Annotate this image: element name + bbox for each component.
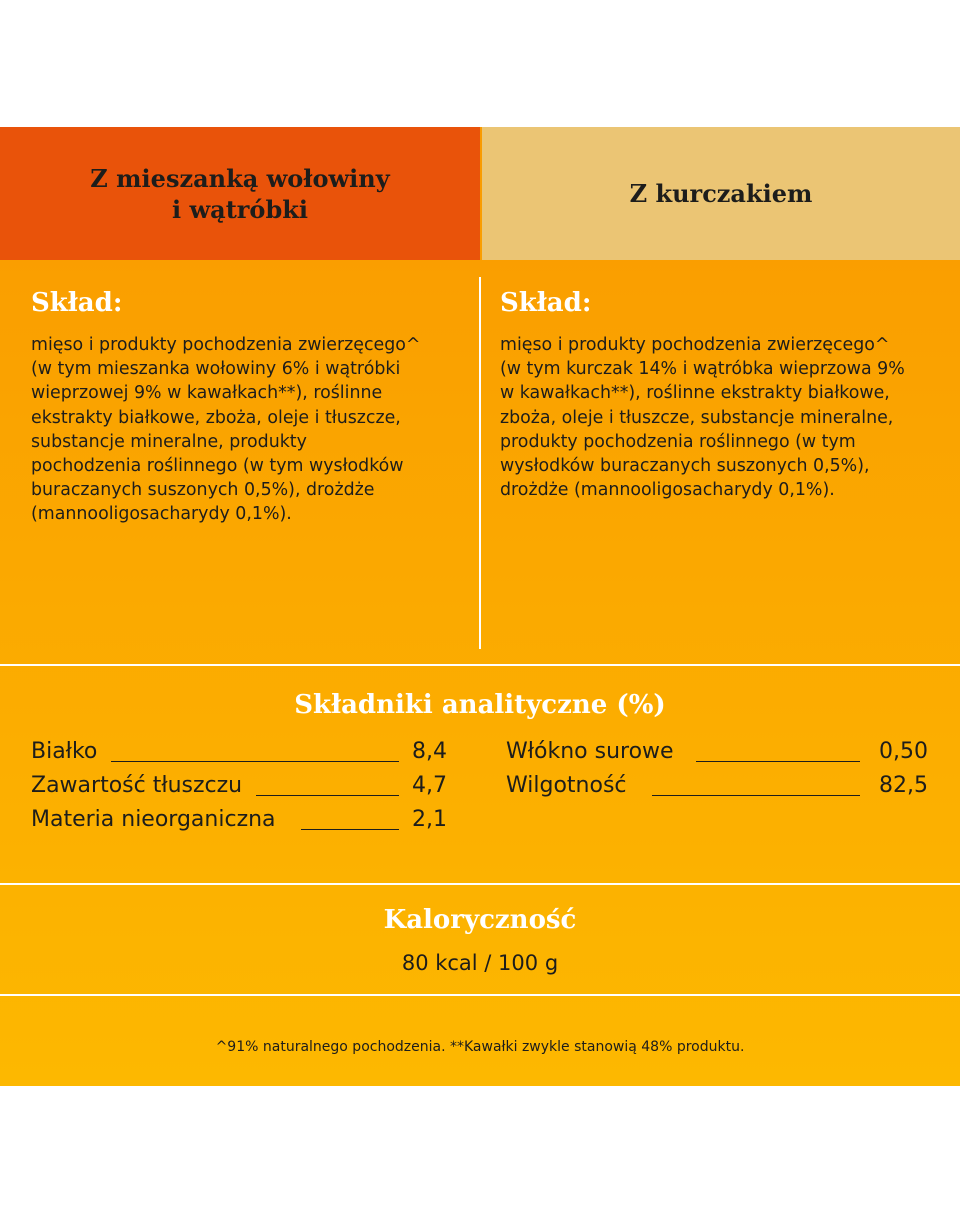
variant-chicken-title: Z kurczakiem [629, 179, 813, 208]
analytical-row [31, 807, 447, 837]
analytical-left-list [31, 739, 447, 849]
analytical-value: 82,5 [879, 773, 928, 798]
leader-line [301, 829, 399, 830]
variant-beef-liver-title-line1: Z mieszanką wołowiny [90, 163, 390, 193]
analytical-label: Zawartość tłuszczu [31, 773, 243, 798]
analytical-label: Włókno surowe [506, 739, 674, 764]
analytical-value: 8,4 [412, 739, 447, 764]
analytical-value: 2,1 [412, 807, 447, 832]
analytical-row [506, 773, 928, 803]
leader-line [652, 795, 860, 796]
composition-chicken [500, 287, 940, 502]
composition-text: mięso i produkty pochodzenia zwierzęcego^ (w tym mieszanka wołowiny 6% i wątróbki wieprzowej 9% w kawałkach**), roślinne ekstrakty białkowe, zboża, oleje i tłuszcze, substancje mineralne, produkty pochodzenia roślinnego (w tym wysłodków buraczanych suszonych 0,5%), drożdże (mannooligosacharydy 0,1%). [31, 335, 421, 525]
analytical-value: 4,7 [412, 773, 447, 798]
variant-beef-liver-header [0, 127, 480, 260]
nutrition-info-panel [0, 127, 960, 1086]
composition-heading: Skład: [31, 288, 123, 318]
composition-text: mięso i produkty pochodzenia zwierzęcego^ (w tym kurczak 14% i wątróbka wieprzowa 9% w kawałkach**), roślinne ekstrakty białkowe, zboża, oleje i tłuszcze, substancje mineralne, produkty pochodzenia roślinnego (w tym wysłodków buraczanych suszonych 0,5%), drożdże (mannooligosacharydy 0,1%). [500, 335, 905, 501]
variant-chicken-header [482, 127, 960, 260]
variant-header [0, 127, 960, 260]
section-divider [0, 664, 960, 666]
footnote: ^91% naturalnego pochodzenia. **Kawałki zwykle stanowią 48% produktu. [215, 1039, 745, 1055]
energy-value: 80 kcal / 100 g [401, 951, 559, 975]
leader-line [256, 795, 399, 796]
analytical-title: Składniki analityczne (%) [294, 690, 666, 720]
column-divider [479, 277, 481, 649]
leader-line [696, 761, 860, 762]
composition-beef-liver [31, 287, 461, 527]
analytical-label: Białko [31, 739, 98, 764]
analytical-right-list [506, 739, 928, 815]
leader-line [111, 761, 399, 762]
analytical-row [31, 739, 447, 769]
variant-beef-liver-title-line2: i wątróbki [172, 194, 308, 224]
section-divider [0, 883, 960, 885]
analytical-value: 0,50 [879, 739, 928, 764]
energy-title: Kaloryczność [383, 905, 577, 935]
analytical-row [31, 773, 447, 803]
analytical-label: Wilgotność [506, 773, 627, 798]
analytical-label: Materia nieorganiczna [31, 807, 276, 832]
composition-heading: Skład: [500, 288, 592, 318]
section-divider [0, 994, 960, 996]
analytical-row [506, 739, 928, 769]
